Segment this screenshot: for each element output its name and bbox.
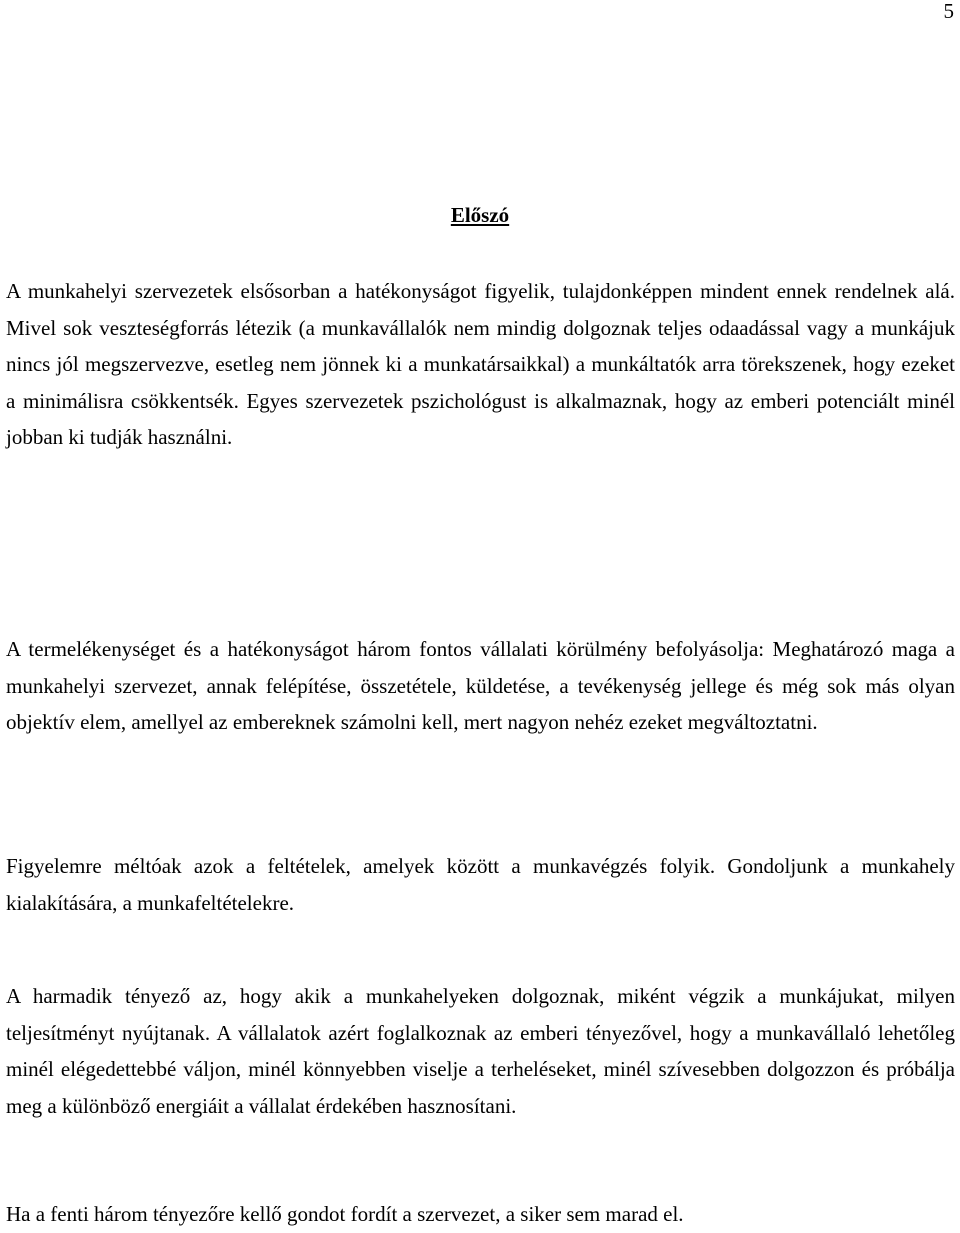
- page-number: 5: [943, 0, 954, 23]
- paragraph-2: A termelékenységet és a hatékonyságot három fontos vállalati körülmény befolyásolja: Meghatározó maga a munkahelyi szervezet, annak felépítése, összetétele, küldetése, a tevékenység jellege és még sok más olyan objektív elem, amellyel az embereknek számolni kell, mert nagyon nehéz ezeket megváltoztatni.: [6, 637, 955, 735]
- paragraph-4: A harmadik tényező az, hogy akik a munkahelyeken dolgoznak, miként végzik a munkájukat, milyen teljesítményt nyújtanak. A vállalatok azért foglalkoznak az emberi tényezővel, hogy a munkavállaló lehetőleg minél elégedettebbé váljon, minél könnyebben viselje a terheléseket, minél szívesebben dolgozzon és próbálja meg a különböző energiáit a vállalat érdekében hasznosítani.: [6, 984, 955, 1118]
- paragraph-3: Figyelemre méltóak azok a feltételek, amelyek között a munkavégzés folyik. Gondoljunk a munkahely kialakítására, a munkafeltételekre.: [6, 854, 955, 915]
- paragraph-5: Ha a fenti három tényezőre kellő gondot fordít a szervezet, a siker sem marad el.: [6, 1202, 684, 1226]
- paragraph-1: A munkahelyi szervezetek elsősorban a hatékonyságot figyelik, tulajdonképpen mindent ennek rendelnek alá. Mivel sok veszteségforrás létezik (a munkavállalók nem mindig dolgoznak teljes odaadással vagy a munkájuk nincs jól megszervezve, esetleg nem jönnek ki a munkatársaikkal) a munkáltatók arra törekszenek, hogy ezeket a minimálisra csökkentsék. Egyes szervezetek pszichológust is alkalmaznak, hogy az emberi potenciált minél jobban ki tudják használni.: [6, 279, 955, 450]
- section-heading: Előszó: [450, 203, 510, 227]
